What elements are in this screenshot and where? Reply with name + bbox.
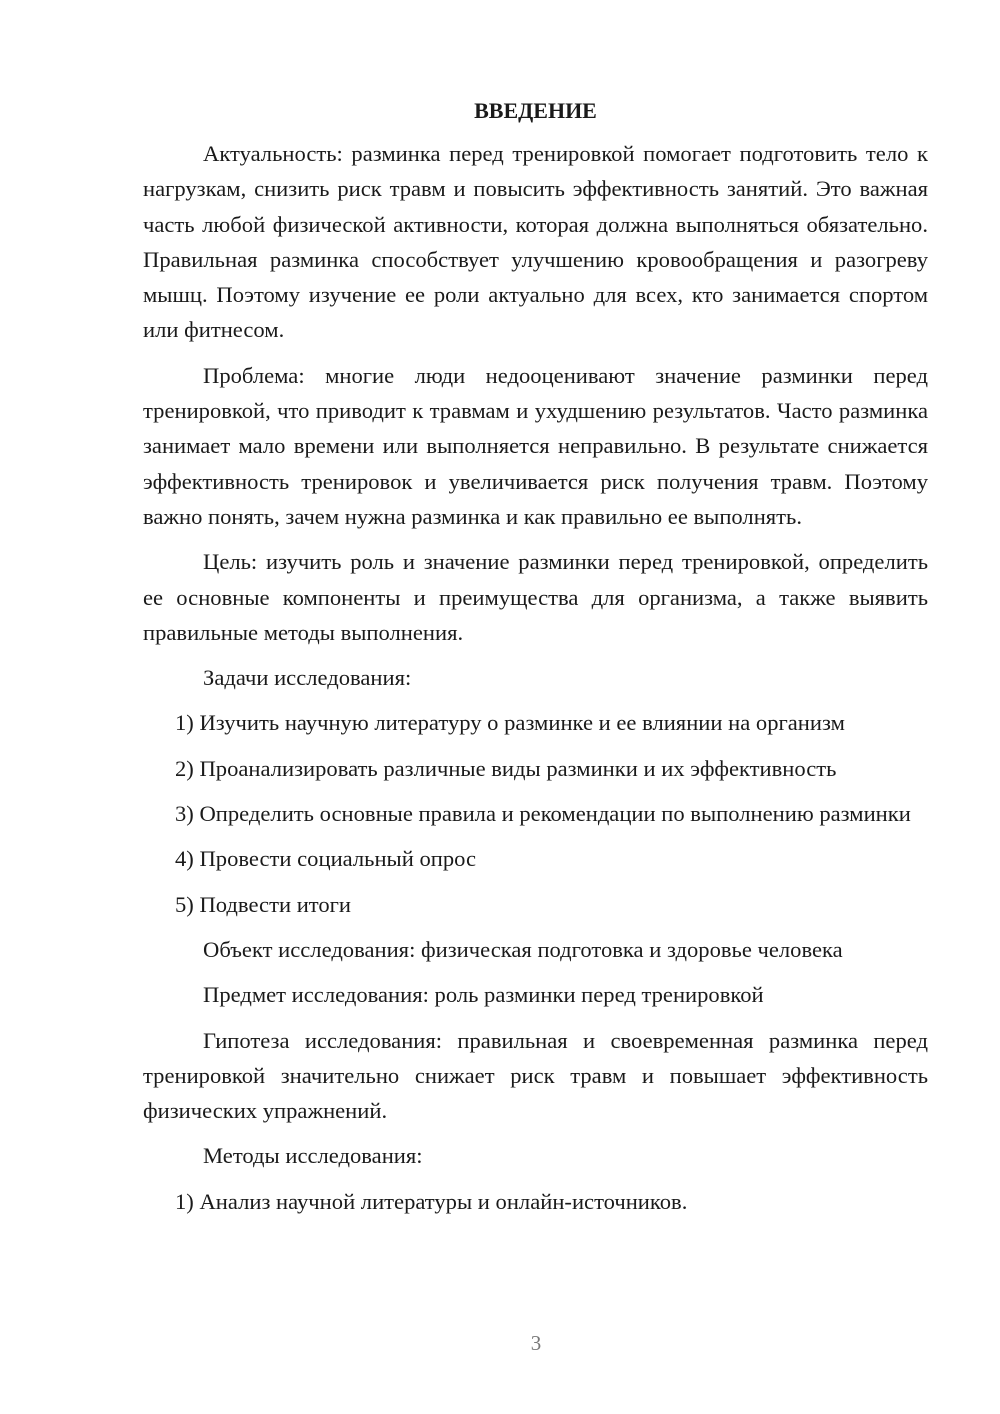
page-number: 3 <box>530 1331 542 1355</box>
object-line: Объект исследования: физическая подготовка и здоровье человека <box>203 936 843 962</box>
task-item: 4) Провести социальный опрос <box>175 846 477 872</box>
subject-line: Предмет исследования: роль разминки перед тренировкой <box>203 982 764 1008</box>
document-page <box>143 96 928 1229</box>
methods-heading: Методы исследования: <box>203 1143 423 1169</box>
method-item: 1) Анализ научной литературы и онлайн-источников. <box>175 1188 688 1214</box>
hypothesis-paragraph: Гипотеза исследования: правильная и своевременная разминка перед тренировкой значительно снижает риск травм и повышает эффективность физических упражнений. <box>143 1027 928 1124</box>
task-item: 3) Определить основные правила и рекомендации по выполнению разминки <box>175 801 911 827</box>
task-item: 2) Проанализировать различные виды разминки и их эффективность <box>175 755 837 781</box>
relevance-paragraph: Актуальность: разминка перед тренировкой помогает подготовить тело к нагрузкам, снизить риск травм и повысить эффективность занятий. Это важная часть любой физической активности, которая должна выполняться обязательно. Правильная разминка способствует улучшению кровообращения и разогреву мышц. Поэтому изучение ее роли актуально для всех, кто занимается спортом или фитнесом. <box>143 141 928 343</box>
task-item: 1) Изучить научную литературу о разминке и ее влиянии на организм <box>175 710 845 736</box>
goal-paragraph: Цель: изучить роль и значение разминки перед тренировкой, определить ее основные компоненты и преимущества для организма, а также выявить правильные методы выполнения. <box>143 549 928 645</box>
problem-paragraph: Проблема: многие люди недооценивают значение разминки перед тренировкой, что приводит к травмам и ухудшению результатов. Часто разминка занимает мало времени или выполняется неправильно. В результате снижается эффективность тренировок и увеличивается риск получения травм. Поэтому важно понять, зачем нужна разминка и как правильно ее выполнять. <box>143 362 928 529</box>
document-title: ВВЕДЕНИЕ <box>474 98 597 123</box>
task-item: 5) Подвести итоги <box>175 891 352 917</box>
tasks-heading: Задачи исследования: <box>203 665 412 691</box>
